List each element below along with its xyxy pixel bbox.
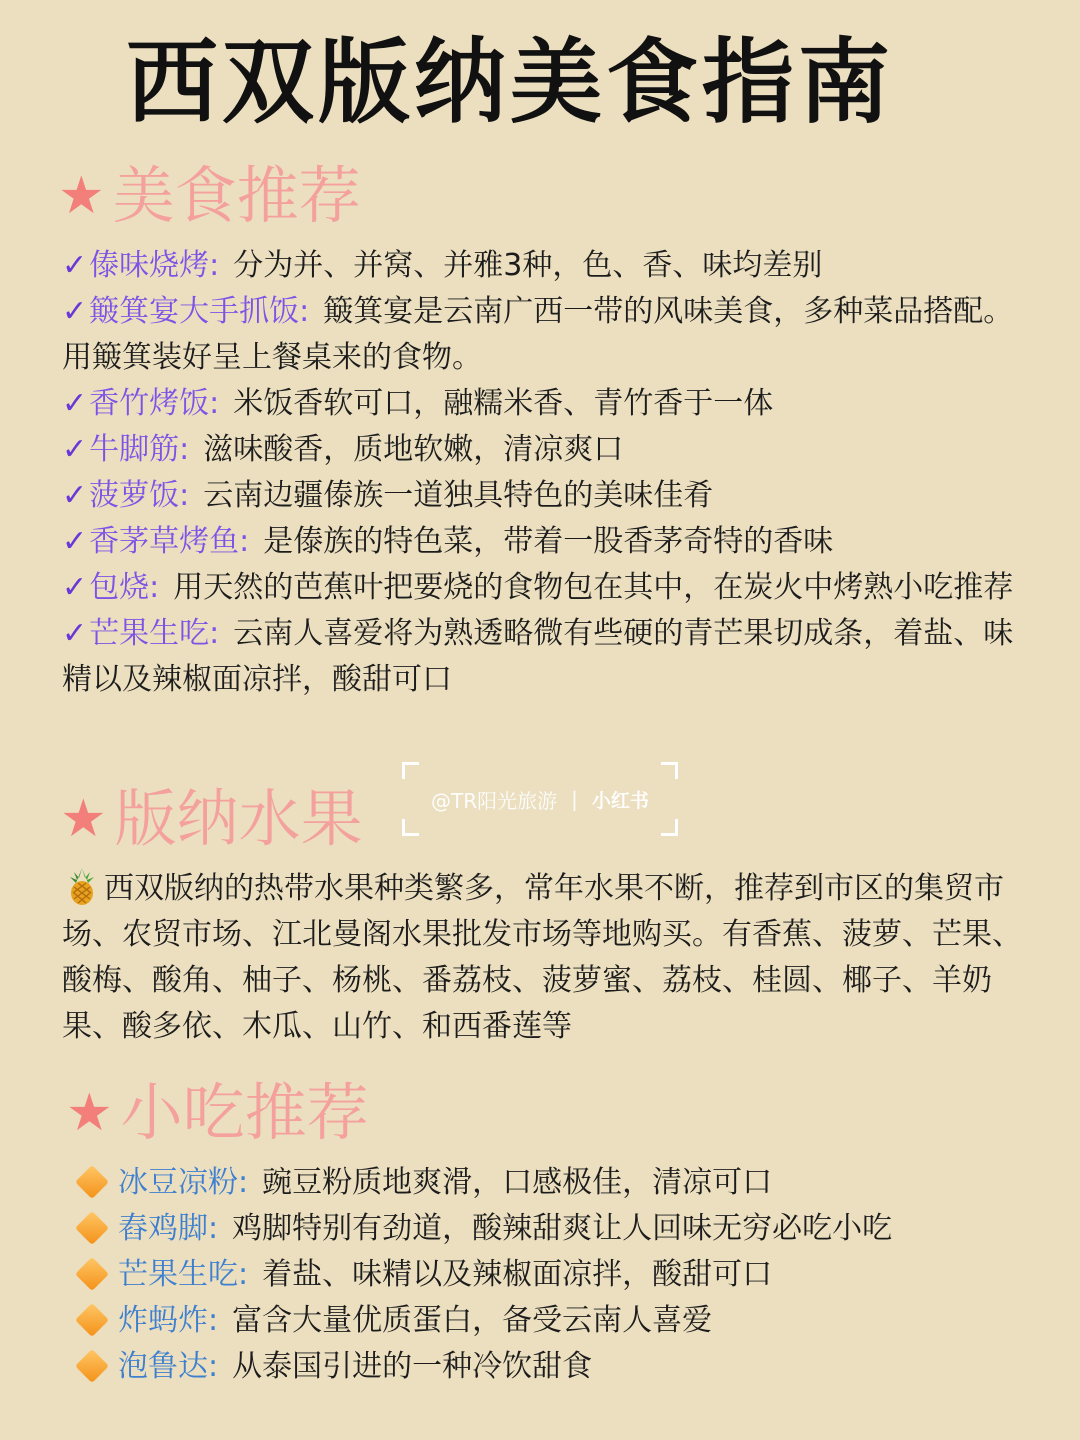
- food-item-desc: 云南人喜爱将为熟透略微有些硬的青芒果切成条，着盐、味精以及辣椒面凉拌，酸甜可口: [62, 616, 1014, 697]
- check-icon: ✓: [62, 570, 88, 605]
- food-item: [62, 427, 1042, 473]
- snack-item-desc: 从泰国引进的一种冷饮甜食: [232, 1349, 593, 1384]
- star-icon: ★: [66, 1083, 113, 1143]
- watermark-separator: |: [571, 787, 578, 811]
- food-item: [62, 519, 1042, 565]
- watermark-handle: @TR阳光旅游: [431, 788, 558, 813]
- food-item: [62, 611, 1042, 703]
- watermark: [402, 762, 678, 836]
- food-item-colon: :: [209, 386, 220, 421]
- fruit-paragraph: [62, 866, 1042, 1050]
- orange-diamond-icon: [75, 1303, 109, 1337]
- pineapple-icon: [62, 866, 102, 906]
- orange-diamond-icon: [75, 1257, 109, 1291]
- food-item-name: 菠萝饭: [89, 478, 180, 513]
- check-icon: ✓: [62, 432, 88, 467]
- snack-item: [72, 1206, 1052, 1252]
- snack-item-colon: :: [238, 1165, 249, 1200]
- page-title: 西双版纳美食指南: [125, 29, 894, 136]
- snack-list: [72, 1160, 1052, 1390]
- food-item-desc: 簸箕宴是云南广西一带的风味美食，多种菜品搭配。用簸箕装好呈上餐桌来的食物。: [62, 294, 1014, 375]
- food-item-desc: 分为并、并窝、并雅3种，色、香、味均差别: [233, 248, 823, 283]
- food-item-colon: :: [149, 570, 160, 605]
- fruit-heading-text: 版纳水果: [114, 782, 363, 855]
- food-item-name: 芒果生吃: [89, 616, 210, 651]
- food-item: [62, 381, 1042, 427]
- snack-heading-text: 小吃推荐: [120, 1076, 369, 1149]
- snack-section-heading: [66, 1076, 369, 1149]
- watermark-corner: [402, 819, 419, 836]
- snack-item: [72, 1344, 1052, 1390]
- watermark-corner: [402, 762, 419, 779]
- food-item: [62, 565, 1042, 611]
- snack-item-colon: :: [208, 1211, 219, 1246]
- watermark-brand: 小红书: [591, 789, 649, 812]
- food-item-colon: :: [299, 294, 310, 329]
- check-icon: ✓: [62, 524, 88, 559]
- food-item-name: 簸箕宴大手抓饭: [89, 294, 300, 329]
- fruit-section-heading: [60, 782, 363, 855]
- food-item: [62, 243, 1042, 289]
- food-item-desc: 用天然的芭蕉叶把要烧的食物包在其中，在炭火中烤熟小吃推荐: [173, 570, 1014, 605]
- food-item-name: 牛脚筋: [89, 432, 180, 467]
- food-item-name: 傣味烧烤: [89, 248, 210, 283]
- orange-diamond-icon: [75, 1211, 109, 1245]
- fruit-text: 西双版纳的热带水果种类繁多，常年水果不断，推荐到市区的集贸市场、农贸市场、江北曼阁水果批发市场等地购买。有香蕉、菠萝、芒果、酸梅、酸角、柚子、杨桃、番荔枝、菠萝蜜、荔枝、桂圆、椰子、羊奶果、酸多依、木瓜、山竹、和西番莲等: [62, 871, 1022, 1044]
- food-item-colon: :: [179, 432, 190, 467]
- snack-item: [72, 1252, 1052, 1298]
- watermark-corner: [661, 819, 678, 836]
- check-icon: ✓: [62, 386, 88, 421]
- check-icon: ✓: [62, 294, 88, 329]
- food-item-name: 香竹烤饭: [89, 386, 210, 421]
- snack-item-colon: :: [238, 1257, 249, 1292]
- food-item-colon: :: [179, 478, 190, 513]
- snack-item-desc: 鸡脚特别有劲道，酸辣甜爽让人回味无穷必吃小吃: [232, 1211, 893, 1246]
- snack-item-name: 炸蚂炸: [118, 1303, 208, 1338]
- check-icon: ✓: [62, 478, 88, 513]
- check-icon: ✓: [62, 616, 88, 651]
- snack-item-desc: 富含大量优质蛋白，备受云南人喜爱: [232, 1303, 713, 1338]
- food-item-desc: 是傣族的特色菜，带着一股香茅奇特的香味: [263, 524, 834, 559]
- watermark-corner: [661, 762, 678, 779]
- snack-item-name: 芒果生吃: [118, 1257, 238, 1292]
- orange-diamond-icon: [75, 1165, 109, 1199]
- snack-item-name: 舂鸡脚: [118, 1211, 208, 1246]
- check-icon: ✓: [62, 248, 88, 283]
- food-item: [62, 289, 1042, 381]
- snack-item-name: 泡鲁达: [118, 1349, 208, 1384]
- food-item-name: 包烧: [89, 570, 150, 605]
- snack-item-desc: 着盐、味精以及辣椒面凉拌，酸甜可口: [262, 1257, 773, 1292]
- food-item-colon: :: [209, 616, 220, 651]
- orange-diamond-icon: [75, 1349, 109, 1383]
- food-item-name: 香茅草烤鱼: [89, 524, 240, 559]
- snack-item-name: 冰豆凉粉: [118, 1165, 238, 1200]
- snack-item-colon: :: [208, 1349, 219, 1384]
- snack-item-desc: 豌豆粉质地爽滑，口感极佳，清凉可口: [262, 1165, 773, 1200]
- star-icon: ★: [60, 789, 107, 849]
- food-item-colon: :: [239, 524, 250, 559]
- food-heading-text: 美食推荐: [112, 159, 361, 232]
- food-item: [62, 473, 1042, 519]
- snack-item: [72, 1160, 1052, 1206]
- food-item-colon: :: [209, 248, 220, 283]
- snack-item-colon: :: [208, 1303, 219, 1338]
- food-item-desc: 云南边疆傣族一道独具特色的美味佳肴: [203, 478, 714, 513]
- star-icon: ★: [58, 166, 105, 226]
- food-section-heading: [58, 159, 361, 232]
- food-item-desc: 米饭香软可口，融糯米香、青竹香于一体: [233, 386, 774, 421]
- food-list: [62, 243, 1042, 703]
- food-item-desc: 滋味酸香，质地软嫩，清凉爽口: [203, 432, 624, 467]
- snack-item: [72, 1298, 1052, 1344]
